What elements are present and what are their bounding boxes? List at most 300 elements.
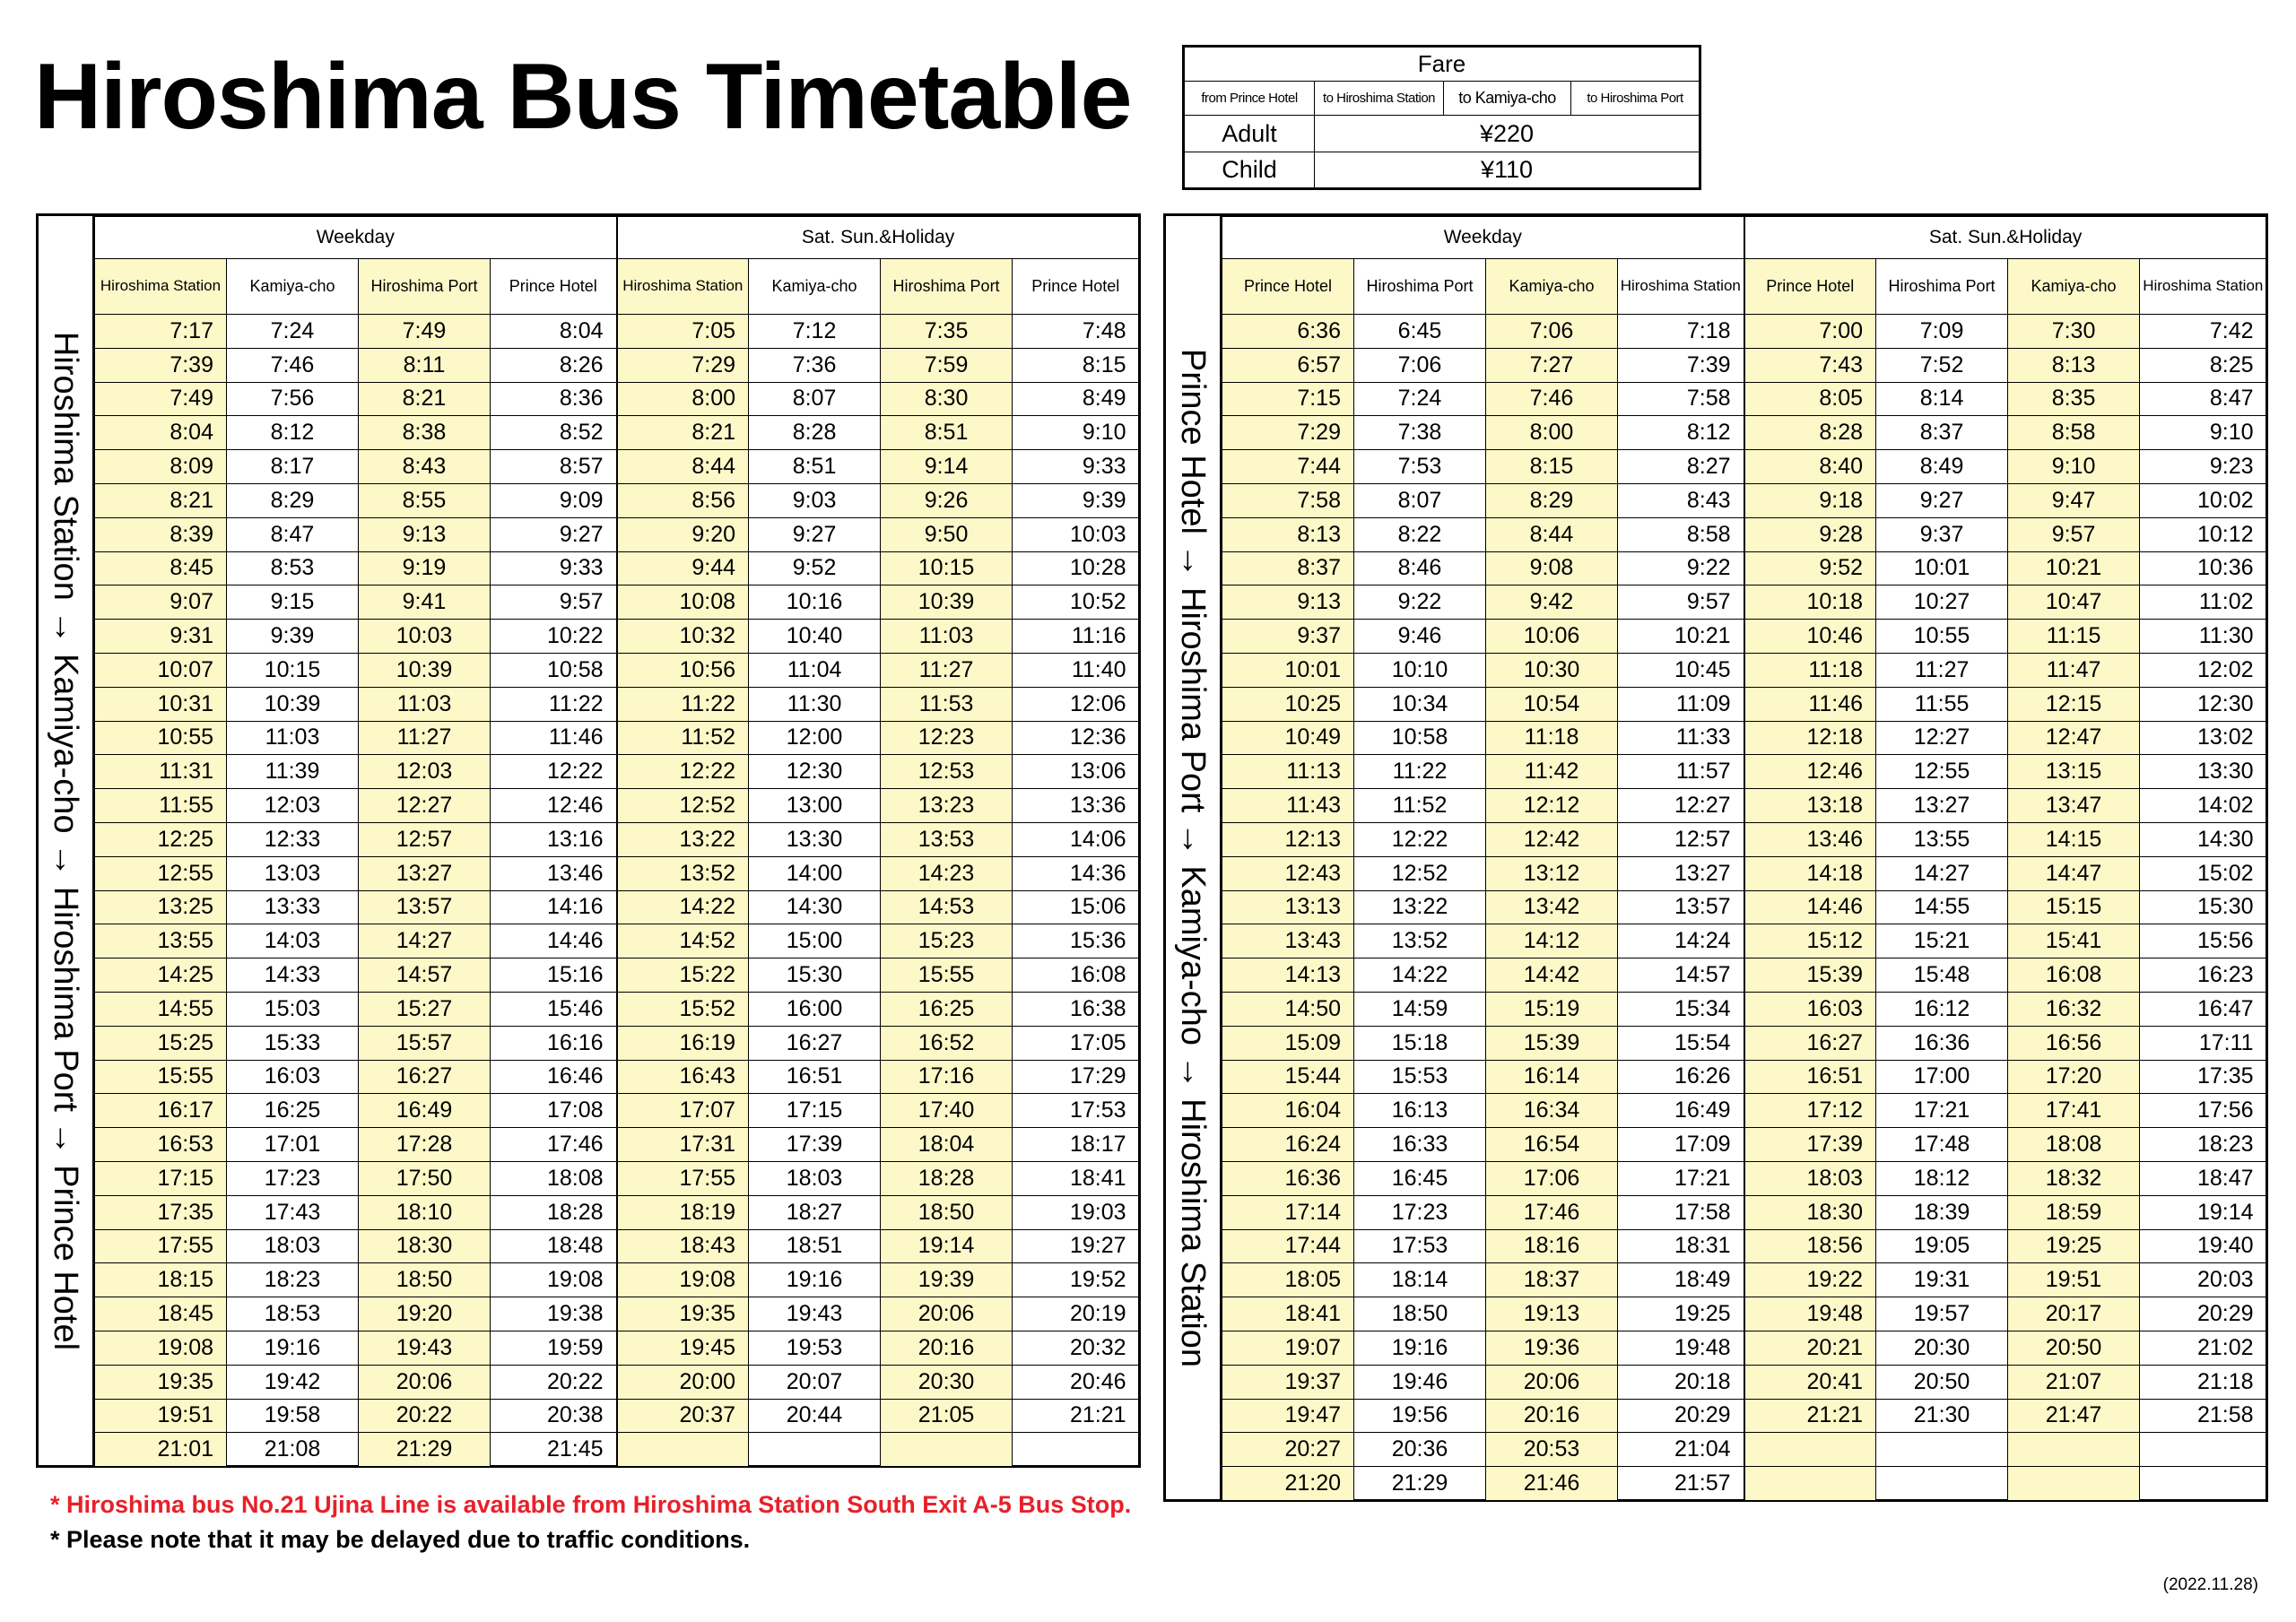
time-cell: 11:57	[1618, 755, 1744, 789]
time-cell	[2008, 1433, 2140, 1467]
time-cell: 9:15	[227, 585, 359, 620]
time-cell: 15:39	[1486, 1026, 1618, 1060]
time-cell: 8:29	[227, 483, 359, 517]
time-cell: 7:58	[1618, 382, 1744, 416]
time-cell: 20:46	[1013, 1365, 1139, 1399]
time-cell: 9:44	[617, 551, 749, 585]
time-cell: 7:48	[1013, 315, 1139, 349]
time-cell: 20:32	[1013, 1331, 1139, 1365]
time-cell: 15:00	[749, 924, 881, 958]
time-cell: 15:16	[491, 958, 617, 993]
time-cell: 11:27	[1876, 653, 2008, 687]
time-cell: 11:31	[95, 755, 227, 789]
time-cell: 14:24	[1618, 924, 1744, 958]
time-cell: 12:57	[359, 822, 491, 856]
notes	[50, 1493, 1131, 1552]
time-cell: 13:36	[1013, 789, 1139, 823]
column-header: Hiroshima Station	[1618, 259, 1744, 315]
time-cell: 17:09	[1618, 1128, 1744, 1162]
time-cell: 18:27	[749, 1195, 881, 1229]
time-cell: 9:27	[491, 517, 617, 551]
column-header: Prince Hotel	[1744, 259, 1876, 315]
time-cell: 7:00	[1744, 315, 1876, 349]
time-cell: 18:10	[359, 1195, 491, 1229]
time-cell: 19:16	[1354, 1331, 1486, 1365]
time-cell: 18:04	[881, 1128, 1013, 1162]
time-cell: 11:30	[2140, 620, 2266, 654]
time-cell: 11:18	[1744, 653, 1876, 687]
time-cell: 14:55	[95, 992, 227, 1026]
time-cell: 17:58	[1618, 1195, 1744, 1229]
table-row	[1222, 958, 2266, 993]
time-cell: 20:30	[1876, 1331, 2008, 1365]
fare-header-station: to Hiroshima Station	[1315, 81, 1444, 116]
time-cell: 17:31	[617, 1128, 749, 1162]
time-cell: 16:45	[1354, 1161, 1486, 1195]
time-cell: 10:12	[2140, 517, 2266, 551]
time-cell: 17:46	[491, 1128, 617, 1162]
time-cell: 9:39	[1013, 483, 1139, 517]
time-cell: 16:23	[2140, 958, 2266, 993]
time-cell: 7:05	[617, 315, 749, 349]
time-cell: 7:30	[2008, 315, 2140, 349]
time-cell: 16:26	[1618, 1060, 1744, 1094]
time-cell: 16:03	[1744, 992, 1876, 1026]
time-cell: 7:46	[227, 348, 359, 382]
time-cell: 15:12	[1744, 924, 1876, 958]
time-cell: 18:37	[1486, 1263, 1618, 1297]
time-cell: 13:30	[749, 822, 881, 856]
time-cell: 10:39	[881, 585, 1013, 620]
time-cell: 17:39	[1744, 1128, 1876, 1162]
time-cell: 13:46	[491, 856, 617, 890]
time-cell: 12:46	[491, 789, 617, 823]
time-cell: 17:20	[2008, 1060, 2140, 1094]
time-cell: 9:42	[1486, 585, 1618, 620]
time-cell: 20:53	[1486, 1433, 1618, 1467]
table-row	[1222, 992, 2266, 1026]
time-cell: 16:03	[227, 1060, 359, 1094]
table-row	[95, 958, 1139, 993]
time-cell: 12:03	[359, 755, 491, 789]
time-cell: 19:14	[881, 1229, 1013, 1263]
time-cell: 15:57	[359, 1026, 491, 1060]
table-row	[95, 1297, 1139, 1331]
time-cell: 18:03	[227, 1229, 359, 1263]
time-cell: 19:08	[491, 1263, 617, 1297]
time-cell: 19:25	[1618, 1297, 1744, 1331]
time-cell: 16:54	[1486, 1128, 1618, 1162]
time-cell: 8:46	[1354, 551, 1486, 585]
time-cell: 18:43	[617, 1229, 749, 1263]
time-cell: 18:32	[2008, 1161, 2140, 1195]
time-cell: 10:01	[1222, 653, 1354, 687]
section-weekday: Weekday	[1222, 217, 1744, 259]
time-cell: 15:22	[617, 958, 749, 993]
time-cell: 18:30	[1744, 1195, 1876, 1229]
time-cell: 21:45	[491, 1433, 617, 1467]
time-cell: 19:58	[227, 1399, 359, 1433]
time-cell: 6:45	[1354, 315, 1486, 349]
time-cell: 14:03	[227, 924, 359, 958]
time-cell: 13:46	[1744, 822, 1876, 856]
table-row	[1222, 1467, 2266, 1501]
time-cell: 16:08	[1013, 958, 1139, 993]
time-cell: 21:18	[2140, 1365, 2266, 1399]
time-cell: 8:21	[95, 483, 227, 517]
time-cell: 10:03	[359, 620, 491, 654]
table-row	[1222, 1297, 2266, 1331]
time-cell: 20:17	[2008, 1297, 2140, 1331]
time-cell: 13:42	[1486, 890, 1618, 924]
time-cell: 11:46	[1744, 687, 1876, 721]
route-label-column	[39, 216, 94, 1465]
time-cell: 8:43	[359, 450, 491, 484]
time-cell: 14:06	[1013, 822, 1139, 856]
time-cell: 9:23	[2140, 450, 2266, 484]
time-cell: 19:43	[749, 1297, 881, 1331]
table-row	[1222, 1094, 2266, 1128]
time-cell: 16:25	[881, 992, 1013, 1026]
time-cell: 13:55	[1876, 822, 2008, 856]
time-cell: 20:06	[881, 1297, 1013, 1331]
time-cell: 18:15	[95, 1263, 227, 1297]
time-cell: 15:48	[1876, 958, 2008, 993]
time-cell: 11:15	[2008, 620, 2140, 654]
time-cell: 20:19	[1013, 1297, 1139, 1331]
column-header: Hiroshima Station	[617, 259, 749, 315]
time-cell: 19:03	[1013, 1195, 1139, 1229]
table-row	[1222, 1026, 2266, 1060]
time-cell: 8:43	[1618, 483, 1744, 517]
time-cell: 18:50	[1354, 1297, 1486, 1331]
time-cell: 18:56	[1744, 1229, 1876, 1263]
time-cell: 20:22	[491, 1365, 617, 1399]
time-cell: 20:03	[2140, 1263, 2266, 1297]
table-row	[95, 890, 1139, 924]
table-row	[95, 450, 1139, 484]
fare-label-child: Child	[1184, 152, 1315, 189]
time-cell: 13:27	[1876, 789, 2008, 823]
time-cell: 21:57	[1618, 1467, 1744, 1501]
time-cell: 11:43	[1222, 789, 1354, 823]
time-cell: 15:44	[1222, 1060, 1354, 1094]
table-row	[1222, 1229, 2266, 1263]
time-cell: 18:39	[1876, 1195, 2008, 1229]
route-label-inbound: Prince Hotel → Hiroshima Port → Kamiya-cho → Hiroshima Station	[1174, 348, 1212, 1367]
time-cell: 13:12	[1486, 856, 1618, 890]
time-cell: 21:04	[1618, 1433, 1744, 1467]
table-row	[1222, 585, 2266, 620]
time-cell: 10:21	[2008, 551, 2140, 585]
time-cell: 9:41	[359, 585, 491, 620]
time-cell: 13:22	[617, 822, 749, 856]
time-cell: 12:27	[359, 789, 491, 823]
time-cell: 17:50	[359, 1161, 491, 1195]
time-cell: 18:49	[1618, 1263, 1744, 1297]
time-cell: 7:27	[1486, 348, 1618, 382]
time-cell: 12:47	[2008, 721, 2140, 755]
time-cell: 8:29	[1486, 483, 1618, 517]
time-cell: 21:29	[1354, 1467, 1486, 1501]
time-cell: 9:39	[227, 620, 359, 654]
time-cell: 8:26	[491, 348, 617, 382]
time-cell: 14:57	[1618, 958, 1744, 993]
time-cell: 12:43	[1222, 856, 1354, 890]
time-cell: 12:42	[1486, 822, 1618, 856]
time-cell: 7:06	[1354, 348, 1486, 382]
time-cell: 9:57	[1618, 585, 1744, 620]
time-cell: 14:15	[2008, 822, 2140, 856]
time-cell: 17:15	[95, 1161, 227, 1195]
time-cell: 17:15	[749, 1094, 881, 1128]
time-cell: 21:58	[2140, 1399, 2266, 1433]
table-row	[1222, 1365, 2266, 1399]
time-cell: 21:47	[2008, 1399, 2140, 1433]
time-cell: 12:46	[1744, 755, 1876, 789]
table-row	[1222, 315, 2266, 349]
time-cell: 10:03	[1013, 517, 1139, 551]
time-cell: 15:06	[1013, 890, 1139, 924]
time-cell: 12:22	[491, 755, 617, 789]
time-cell: 14:46	[491, 924, 617, 958]
time-cell: 10:39	[359, 653, 491, 687]
table-row	[1222, 551, 2266, 585]
time-cell: 8:56	[617, 483, 749, 517]
time-cell: 18:08	[2008, 1128, 2140, 1162]
time-cell: 8:15	[1486, 450, 1618, 484]
time-cell: 14:27	[359, 924, 491, 958]
time-cell: 8:00	[617, 382, 749, 416]
time-cell: 8:05	[1744, 382, 1876, 416]
time-cell: 8:45	[95, 551, 227, 585]
time-cell: 17:07	[617, 1094, 749, 1128]
time-cell: 18:50	[359, 1263, 491, 1297]
time-cell: 10:10	[1354, 653, 1486, 687]
time-cell: 15:21	[1876, 924, 2008, 958]
time-cell: 8:22	[1354, 517, 1486, 551]
column-header: Kamiya-cho	[749, 259, 881, 315]
time-cell: 12:03	[227, 789, 359, 823]
time-cell: 10:45	[1618, 653, 1744, 687]
time-cell: 8:27	[1618, 450, 1744, 484]
time-cell: 7:44	[1222, 450, 1354, 484]
time-cell: 21:21	[1013, 1399, 1139, 1433]
time-cell: 16:43	[617, 1060, 749, 1094]
time-cell: 11:16	[1013, 620, 1139, 654]
time-cell: 10:39	[227, 687, 359, 721]
time-cell: 16:38	[1013, 992, 1139, 1026]
time-cell: 12:23	[881, 721, 1013, 755]
table-row	[95, 620, 1139, 654]
time-cell: 8:13	[1222, 517, 1354, 551]
time-cell: 18:50	[881, 1195, 1013, 1229]
time-cell: 11:13	[1222, 755, 1354, 789]
time-cell: 8:07	[1354, 483, 1486, 517]
time-cell: 9:22	[1354, 585, 1486, 620]
time-cell: 8:04	[491, 315, 617, 349]
time-cell: 19:27	[1013, 1229, 1139, 1263]
time-cell: 16:27	[1744, 1026, 1876, 1060]
time-cell: 13:52	[1354, 924, 1486, 958]
time-cell: 13:47	[2008, 789, 2140, 823]
time-cell: 11:03	[227, 721, 359, 755]
time-cell: 16:13	[1354, 1094, 1486, 1128]
time-cell: 19:46	[1354, 1365, 1486, 1399]
time-cell: 19:42	[227, 1365, 359, 1399]
time-cell: 9:13	[1222, 585, 1354, 620]
time-cell: 21:02	[2140, 1331, 2266, 1365]
time-cell: 12:55	[1876, 755, 2008, 789]
time-cell: 10:31	[95, 687, 227, 721]
time-cell: 10:30	[1486, 653, 1618, 687]
time-cell: 10:15	[881, 551, 1013, 585]
time-cell: 10:07	[95, 653, 227, 687]
table-row	[95, 1365, 1139, 1399]
time-cell: 14:30	[2140, 822, 2266, 856]
fare-header-port: to Hiroshima Port	[1571, 81, 1700, 116]
time-cell: 17:28	[359, 1128, 491, 1162]
time-cell: 19:16	[749, 1263, 881, 1297]
time-cell: 20:18	[1618, 1365, 1744, 1399]
time-cell: 10:52	[1013, 585, 1139, 620]
time-cell: 19:39	[881, 1263, 1013, 1297]
time-cell	[617, 1433, 749, 1467]
time-cell: 16:33	[1354, 1128, 1486, 1162]
fare-table	[1182, 45, 1701, 190]
time-cell: 17:14	[1222, 1195, 1354, 1229]
time-cell: 19:14	[2140, 1195, 2266, 1229]
time-cell: 18:53	[227, 1297, 359, 1331]
column-header: Prince Hotel	[491, 259, 617, 315]
time-cell: 17:48	[1876, 1128, 2008, 1162]
time-cell: 19:07	[1222, 1331, 1354, 1365]
time-cell	[2140, 1467, 2266, 1501]
time-cell: 14:13	[1222, 958, 1354, 993]
time-cell: 21:21	[1744, 1399, 1876, 1433]
table-row	[95, 1026, 1139, 1060]
time-cell: 18:59	[2008, 1195, 2140, 1229]
time-cell: 18:14	[1354, 1263, 1486, 1297]
time-cell: 13:52	[617, 856, 749, 890]
time-cell: 8:15	[1013, 348, 1139, 382]
table-row	[95, 382, 1139, 416]
time-cell: 12:55	[95, 856, 227, 890]
time-cell	[1876, 1467, 2008, 1501]
time-cell: 10:01	[1876, 551, 2008, 585]
time-cell: 18:03	[1744, 1161, 1876, 1195]
time-cell: 19:59	[491, 1331, 617, 1365]
table-row	[95, 315, 1139, 349]
time-cell: 19:37	[1222, 1365, 1354, 1399]
table-row	[1222, 789, 2266, 823]
time-cell: 16:27	[749, 1026, 881, 1060]
time-cell: 13:23	[881, 789, 1013, 823]
time-cell: 13:25	[95, 890, 227, 924]
time-cell: 9:03	[749, 483, 881, 517]
time-cell: 9:27	[749, 517, 881, 551]
table-row	[1222, 1263, 2266, 1297]
column-header: Hiroshima Port	[1354, 259, 1486, 315]
route-label-column	[1166, 216, 1222, 1499]
time-cell: 17:21	[1876, 1094, 2008, 1128]
time-cell: 7:39	[1618, 348, 1744, 382]
column-header: Hiroshima Port	[359, 259, 491, 315]
time-cell: 16:08	[2008, 958, 2140, 993]
time-cell: 7:29	[617, 348, 749, 382]
time-cell: 20:50	[1876, 1365, 2008, 1399]
time-cell: 7:29	[1222, 416, 1354, 450]
time-cell: 10:34	[1354, 687, 1486, 721]
time-cell: 11:33	[1618, 721, 1744, 755]
time-cell: 17:01	[227, 1128, 359, 1162]
time-cell: 15:09	[1222, 1026, 1354, 1060]
time-cell: 9:22	[1618, 551, 1744, 585]
time-cell: 7:24	[1354, 382, 1486, 416]
time-cell: 11:55	[95, 789, 227, 823]
time-cell: 19:08	[95, 1331, 227, 1365]
time-cell: 14:16	[491, 890, 617, 924]
time-cell: 9:18	[1744, 483, 1876, 517]
time-cell: 12:33	[227, 822, 359, 856]
time-cell	[2008, 1467, 2140, 1501]
time-cell: 19:53	[749, 1331, 881, 1365]
table-row	[1222, 755, 2266, 789]
table-row	[95, 721, 1139, 755]
time-cell: 15:54	[1618, 1026, 1744, 1060]
time-cell: 21:30	[1876, 1399, 2008, 1433]
time-cell: 14:59	[1354, 992, 1486, 1026]
route-label-outbound: Hiroshima Station → Kamiya-cho → Hiroshima Port → Prince Hotel	[47, 331, 84, 1350]
time-cell: 17:39	[749, 1128, 881, 1162]
table-row	[95, 755, 1139, 789]
time-cell: 17:43	[227, 1195, 359, 1229]
time-cell: 21:46	[1486, 1467, 1618, 1501]
time-cell: 6:36	[1222, 315, 1354, 349]
time-cell: 7:24	[227, 315, 359, 349]
time-cell: 11:53	[881, 687, 1013, 721]
table-row	[95, 585, 1139, 620]
time-cell: 15:03	[227, 992, 359, 1026]
time-cell: 19:20	[359, 1297, 491, 1331]
time-cell: 15:53	[1354, 1060, 1486, 1094]
time-cell: 17:53	[1354, 1229, 1486, 1263]
time-cell: 10:55	[1876, 620, 2008, 654]
time-cell: 9:52	[1744, 551, 1876, 585]
time-cell: 14:02	[2140, 789, 2266, 823]
table-row	[95, 483, 1139, 517]
time-cell: 15:33	[227, 1026, 359, 1060]
time-cell: 17:35	[95, 1195, 227, 1229]
time-cell: 13:00	[749, 789, 881, 823]
timetable-inbound-table	[1222, 216, 2266, 1501]
time-cell: 16:34	[1486, 1094, 1618, 1128]
time-cell: 8:13	[2008, 348, 2140, 382]
time-cell: 9:20	[617, 517, 749, 551]
time-cell: 19:48	[1618, 1331, 1744, 1365]
table-row	[95, 551, 1139, 585]
time-cell: 14:25	[95, 958, 227, 993]
fare-header-kamiyacho: to Kamiya-cho	[1444, 81, 1571, 116]
time-cell: 18:51	[749, 1229, 881, 1263]
time-cell: 8:28	[749, 416, 881, 450]
table-row	[1222, 653, 2266, 687]
time-cell: 11:46	[491, 721, 617, 755]
time-cell: 19:45	[617, 1331, 749, 1365]
fare-header-from: from Prince Hotel	[1184, 81, 1315, 116]
time-cell	[881, 1433, 1013, 1467]
time-cell: 9:10	[2008, 450, 2140, 484]
